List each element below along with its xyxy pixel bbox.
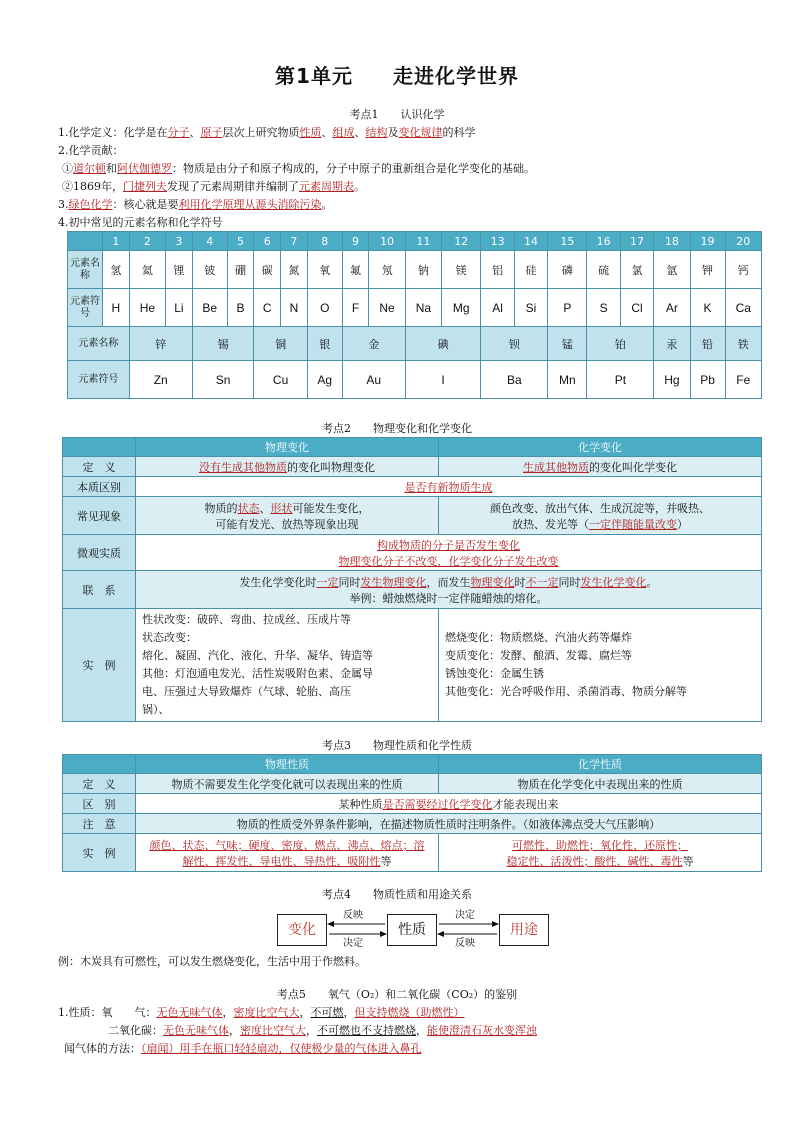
key-term: 稳定性、活泼性；酸性、碱性、毒性 (506, 854, 683, 868)
text: 、 (259, 501, 271, 515)
section-name: 认识化学 (400, 108, 445, 121)
row-micro (63, 535, 762, 571)
change-table (62, 437, 762, 722)
box-property: 性质 (387, 914, 437, 946)
cell: 物质的性质受外界条件影响，在描述物质性质时注明条件。（如液体沸点受大气压影响） (136, 814, 762, 834)
atomic-number: 17 (620, 232, 653, 251)
example-line: 变质变化：发酵、酿酒、发霉、腐烂等 (445, 649, 632, 662)
key-term: 能使澄清石灰水变浑浊 (427, 1024, 537, 1037)
cell-line (439, 516, 761, 532)
row-examples (63, 609, 762, 722)
atomic-number: 12 (442, 232, 481, 251)
cell (136, 834, 439, 872)
row-relation (63, 571, 762, 609)
element-symbol: I (405, 361, 481, 399)
unit-label: 第1单元 (275, 64, 353, 88)
element-name: 锌 (129, 327, 192, 361)
arrowhead (327, 921, 334, 927)
atomic-number: 7 (281, 232, 308, 251)
text: ， (416, 1024, 427, 1037)
header-row (63, 755, 762, 774)
key-term: 一定伴随能量改变 (589, 517, 677, 531)
example-4: 例：木炭具有可燃性，可以发生燃烧变化，生活中用于作燃料。 (58, 955, 366, 968)
cell-line (136, 574, 761, 590)
element-name: 铁 (725, 327, 762, 361)
text: 、 (354, 126, 366, 139)
atomic-number: 10 (369, 232, 405, 251)
example-line: 锈蚀变化：金属生锈 (445, 667, 544, 680)
oxygen-props (58, 1004, 465, 1020)
arrowhead (492, 921, 499, 927)
section-label: 考点1 (349, 108, 379, 121)
section-label: 考点2 (322, 422, 351, 435)
element-symbol: S (587, 289, 620, 327)
smell-method (64, 1040, 422, 1056)
cell (439, 609, 762, 722)
element-symbol: Ca (725, 289, 762, 327)
key-term: 没有生成其他物质 (199, 460, 287, 474)
element-name: 汞 (654, 327, 690, 361)
row-label: 实 例 (63, 609, 136, 722)
row-label: 定 义 (63, 457, 136, 477)
section-name: 物理变化和化学变化 (373, 422, 472, 435)
key-term: 生成其他物质 (523, 460, 589, 474)
element-name: 氩 (654, 251, 690, 289)
element-name: 氦 (129, 251, 165, 289)
label-top-2: 决定 (455, 910, 475, 921)
key-term: 可燃性、助燃性；氧化性、还原性； (512, 838, 688, 852)
text: 闻气体的方法： (64, 1042, 141, 1055)
element-symbol: Mn (548, 361, 587, 399)
row-essence (63, 477, 762, 497)
relation-diagram (277, 906, 547, 956)
atomic-number: 20 (725, 232, 762, 251)
key-term: 无色无味气体 (163, 1024, 229, 1037)
row-difference (63, 794, 762, 814)
row-note (63, 814, 762, 834)
element-symbol: Ba (481, 361, 548, 399)
text: 发现了元素周期律并编制了 (167, 180, 299, 193)
text: 等 (682, 854, 694, 868)
example-line: 燃烧变化：物质燃烧、汽油火药等爆炸 (445, 631, 632, 644)
cell (136, 571, 762, 609)
text: 。 (321, 198, 333, 211)
row-label: 本质区别 (63, 477, 136, 497)
key-term: 物理变化分子不改变，化学变化分子发生改变 (338, 554, 559, 568)
element-symbol: C (254, 289, 281, 327)
text: ， (343, 1006, 355, 1019)
key-term: 元素周期表 (299, 180, 354, 193)
atomic-number: 15 (548, 232, 587, 251)
element-symbol: Fe (725, 361, 762, 399)
element-name: 铜 (254, 327, 307, 361)
row-label: 元素符号 (68, 361, 130, 399)
text: 、 (189, 126, 201, 139)
chem-definition (58, 124, 476, 140)
key-term: 形状 (270, 501, 293, 515)
arrowhead (380, 931, 387, 937)
element-symbol: Sn (192, 361, 254, 399)
box-change: 变化 (277, 914, 327, 946)
section-name: 氧气（O₂）和二氧化碳（CO₂）的鉴别 (327, 988, 518, 1001)
label-bottom-2: 反映 (455, 938, 475, 949)
num: ① (62, 162, 73, 175)
elements-table (67, 231, 762, 399)
key-term: 解性、挥发性、导电性、导热性、吸附性 (182, 854, 381, 868)
key-term: 颜色、状态、气味；硬度、密度、燃点、沸点、熔点；溶 (149, 838, 425, 852)
element-symbol: Al (481, 289, 514, 327)
element-symbol: Hg (654, 361, 690, 399)
label-top-1: 反映 (343, 910, 363, 921)
row-definition (63, 457, 762, 477)
row-label: 定 义 (63, 774, 136, 794)
text: 及 (387, 126, 399, 139)
element-name: 氢 (103, 251, 130, 289)
row-label: 元素名称 (68, 327, 130, 361)
property-table (62, 754, 762, 872)
key-term: 状态 (237, 501, 260, 515)
atomic-number: 14 (514, 232, 547, 251)
row-examples (63, 834, 762, 872)
contrib-1 (62, 160, 535, 176)
text: ：物质是由分子和原子构成的，分子中原子的重新组合是化学变化的基础。 (172, 162, 535, 175)
text: 1.性质：氧 气： (58, 1006, 157, 1019)
col-chemical: 化学变化 (439, 438, 762, 457)
key-term: 不可燃 (310, 1006, 344, 1019)
element-symbol: Be (192, 289, 227, 327)
arrowhead (437, 931, 444, 937)
cell-line: 颜色改变、放出气体、生成沉淀等，并吸热、 (490, 501, 710, 515)
cell (136, 535, 762, 571)
key-term: 发生化学变化 (580, 575, 647, 589)
row-label: 注 意 (63, 814, 136, 834)
example-line: 性状改变：破碎、弯曲、拉成丝、压成片等 (142, 613, 351, 626)
col-chemical: 化学性质 (439, 755, 762, 774)
row-phenomena (63, 497, 762, 535)
row-label: 常见现象 (63, 497, 136, 535)
row-definition (63, 774, 762, 794)
element-name: 锡 (192, 327, 254, 361)
key-term: 分子 (167, 126, 190, 139)
corner-cell (63, 438, 136, 457)
contrib-2 (62, 178, 365, 194)
label-bottom-1: 决定 (343, 938, 363, 949)
element-symbol: K (690, 289, 725, 327)
key-term: 变化规律 (398, 126, 443, 139)
section-heading-1 (0, 106, 794, 122)
atomic-number: 19 (690, 232, 725, 251)
name-row-1 (68, 251, 762, 289)
text: 。 (646, 575, 658, 589)
text: 1.化学定义：化学是在 (58, 126, 168, 139)
atomic-number: 5 (227, 232, 254, 251)
row-label: 元素符号 (68, 289, 103, 327)
element-symbol: Ar (654, 289, 690, 327)
atomic-number: 13 (481, 232, 514, 251)
text: 3. (58, 198, 69, 211)
text: 某种性质 (338, 797, 383, 811)
num: ② (62, 180, 73, 193)
section-heading-5 (0, 986, 794, 1002)
col-physical: 物理变化 (136, 438, 439, 457)
cell-line: 可能有发光、放热等现象出现 (215, 517, 359, 531)
element-name: 氟 (342, 251, 369, 289)
corner-cell (68, 232, 103, 251)
text: ，而发生 (426, 575, 471, 589)
key-term: 利用化学原理从源头消除污染 (178, 198, 322, 211)
section-heading-4 (0, 886, 794, 902)
element-symbol: Mg (442, 289, 481, 327)
contrib-title: 2.化学贡献： (58, 144, 124, 157)
element-symbol: P (548, 289, 587, 327)
cell-line (136, 500, 438, 516)
atomic-number: 16 (587, 232, 620, 251)
atomic-number: 9 (342, 232, 369, 251)
element-name: 铂 (587, 327, 654, 361)
key-term: 道尔顿 (73, 162, 106, 175)
cell (136, 497, 439, 535)
cell: 物质在化学变化中表现出来的性质 (439, 774, 762, 794)
name-row-2 (68, 327, 762, 361)
cell (136, 477, 762, 497)
key-term: 门捷列夫 (123, 180, 167, 193)
text: 才能表现出来 (492, 797, 559, 811)
element-name: 锂 (166, 251, 193, 289)
row-label: 实 例 (63, 834, 136, 872)
cell (136, 794, 762, 814)
number-row (68, 232, 762, 251)
key-term: 不可燃也不支持燃烧 (317, 1024, 416, 1037)
text: 等 (380, 854, 392, 868)
cell-line (439, 853, 761, 869)
element-name: 银 (307, 327, 342, 361)
text: 可能发生变化， (292, 501, 370, 515)
cell-line (136, 853, 438, 869)
example-line: 其他：灯泡通电发光、活性炭吸附色素、金属导 (142, 667, 373, 680)
element-name: 氮 (281, 251, 308, 289)
key-term: 阿伏伽德罗 (117, 162, 172, 175)
atomic-number: 2 (129, 232, 165, 251)
element-name: 硼 (227, 251, 254, 289)
text: 。 (354, 180, 365, 193)
page-title (0, 60, 794, 89)
element-symbol: Na (405, 289, 441, 327)
element-name: 氯 (620, 251, 653, 289)
element-name: 碘 (405, 327, 481, 361)
text: ） (677, 517, 688, 531)
section-heading-2 (0, 420, 794, 436)
element-name: 磷 (548, 251, 587, 289)
element-name: 氧 (307, 251, 342, 289)
element-symbol: Cu (254, 361, 307, 399)
atomic-number: 1 (103, 232, 130, 251)
text: 的变化叫化学变化 (589, 460, 677, 474)
text: ， (306, 1024, 317, 1037)
element-name: 铅 (690, 327, 725, 361)
key-term: 密度比空气大 (233, 1006, 300, 1019)
example-line: 锅）、 (142, 703, 170, 716)
text: 二氧化碳： (108, 1024, 163, 1037)
corner-cell (63, 755, 136, 774)
element-symbol: Cl (620, 289, 653, 327)
section-label: 考点4 (322, 888, 351, 901)
element-symbol: N (281, 289, 308, 327)
text: ， (222, 1006, 234, 1019)
key-term: 物理变化 (470, 575, 515, 589)
cell (439, 457, 762, 477)
element-name: 铍 (192, 251, 227, 289)
green-chem (58, 196, 333, 212)
key-term: 不一定 (525, 575, 559, 589)
element-symbol: H (103, 289, 130, 327)
box-use: 用途 (499, 914, 549, 946)
element-symbol: F (342, 289, 369, 327)
element-name: 金 (342, 327, 405, 361)
element-name: 钙 (725, 251, 762, 289)
text: 时 (514, 575, 526, 589)
atomic-number: 11 (405, 232, 441, 251)
element-symbol: O (307, 289, 342, 327)
elements-title: 4.初中常见的元素名称和化学符号 (58, 216, 223, 229)
element-name: 镁 (442, 251, 481, 289)
key-term: （扇闻）用手在瓶口轻轻扇动，仅使极少量的气体进入鼻孔 (141, 1042, 422, 1055)
key-term: 是否有新物质生成 (404, 480, 493, 494)
example-line: 熔化、凝固、汽化、液化、升华、凝华、铸造等 (142, 649, 373, 662)
atomic-number: 4 (192, 232, 227, 251)
text: 1869年， (73, 180, 123, 193)
element-name: 钠 (405, 251, 441, 289)
key-term: 性质 (299, 126, 322, 139)
element-symbol: Pb (690, 361, 725, 399)
atomic-number: 8 (307, 232, 342, 251)
text: 放热、发光等（ (512, 517, 589, 531)
section-name: 物理性质和化学性质 (373, 739, 472, 752)
section-label: 考点5 (276, 988, 306, 1001)
atomic-number: 18 (654, 232, 690, 251)
atomic-number: 3 (166, 232, 193, 251)
header-row (63, 438, 762, 457)
key-term: 绿色化学 (68, 198, 113, 211)
example-line: 状态改变： (142, 631, 197, 644)
cell (439, 497, 762, 535)
key-term: 结构 (365, 126, 388, 139)
element-name: 钾 (690, 251, 725, 289)
text: 同时 (558, 575, 581, 589)
text: 的科学 (442, 126, 476, 139)
element-name: 硅 (514, 251, 547, 289)
text: 同时 (338, 575, 361, 589)
cell (136, 609, 439, 722)
element-symbol: Zn (129, 361, 192, 399)
element-symbol: Pt (587, 361, 654, 399)
atomic-number: 6 (254, 232, 281, 251)
element-symbol: Ne (369, 289, 405, 327)
example-line: 其他变化：光合呼吸作用、杀菌消毒、物质分解等 (445, 685, 687, 698)
unit-name: 走进化学世界 (392, 64, 519, 88)
cell: 物质不需要发生化学变化就可以表现出来的性质 (136, 774, 439, 794)
key-term: 发生物理变化 (360, 575, 427, 589)
text: 的变化叫物理变化 (287, 460, 375, 474)
section-label: 考点3 (322, 739, 351, 752)
text: 、 (321, 126, 333, 139)
cell (136, 457, 439, 477)
row-label: 区 别 (63, 794, 136, 814)
symbol-row-2 (68, 361, 762, 399)
element-name: 铝 (481, 251, 514, 289)
section-name: 物质性质和用途关系 (373, 888, 472, 901)
row-label: 微观实质 (63, 535, 136, 571)
text: 发生化学变化时 (239, 575, 317, 589)
key-term: 但支持燃烧（助燃性） (354, 1006, 465, 1019)
text: 层次上研究物质 (222, 126, 300, 139)
section-heading-3 (0, 737, 794, 753)
element-name: 锰 (548, 327, 587, 361)
element-symbol: Si (514, 289, 547, 327)
cell-line: 举例：蜡烛燃烧时一定伴随蜡烛的熔化。 (349, 591, 548, 605)
key-term: 构成物质的分子是否发生变化 (377, 538, 520, 552)
key-term: 组成 (332, 126, 355, 139)
element-name: 钡 (481, 327, 548, 361)
element-name: 氖 (369, 251, 405, 289)
element-symbol: He (129, 289, 165, 327)
key-term: 无色无味气体 (156, 1006, 223, 1019)
key-term: 密度比空气大 (240, 1024, 306, 1037)
text: ：核心就是要 (112, 198, 179, 211)
element-name: 硫 (587, 251, 620, 289)
row-label: 联 系 (63, 571, 136, 609)
text: 和 (106, 162, 117, 175)
element-symbol: Li (166, 289, 193, 327)
text: ， (229, 1024, 240, 1037)
col-physical: 物理性质 (136, 755, 439, 774)
element-name: 碳 (254, 251, 281, 289)
example-line: 电、压强过大导致爆炸（气球、轮胎、高压 (142, 685, 351, 698)
key-term: 一定 (316, 575, 339, 589)
symbol-row-1 (68, 289, 762, 327)
co2-props (108, 1022, 537, 1038)
key-term: 原子 (200, 126, 223, 139)
text: 物质的 (204, 501, 238, 515)
cell (439, 834, 762, 872)
row-label: 元素名称 (68, 251, 103, 289)
element-symbol: B (227, 289, 254, 327)
key-term: 是否需要经过化学变化 (382, 797, 493, 811)
element-symbol: Ag (307, 361, 342, 399)
element-symbol: Au (342, 361, 405, 399)
text: ， (299, 1006, 311, 1019)
